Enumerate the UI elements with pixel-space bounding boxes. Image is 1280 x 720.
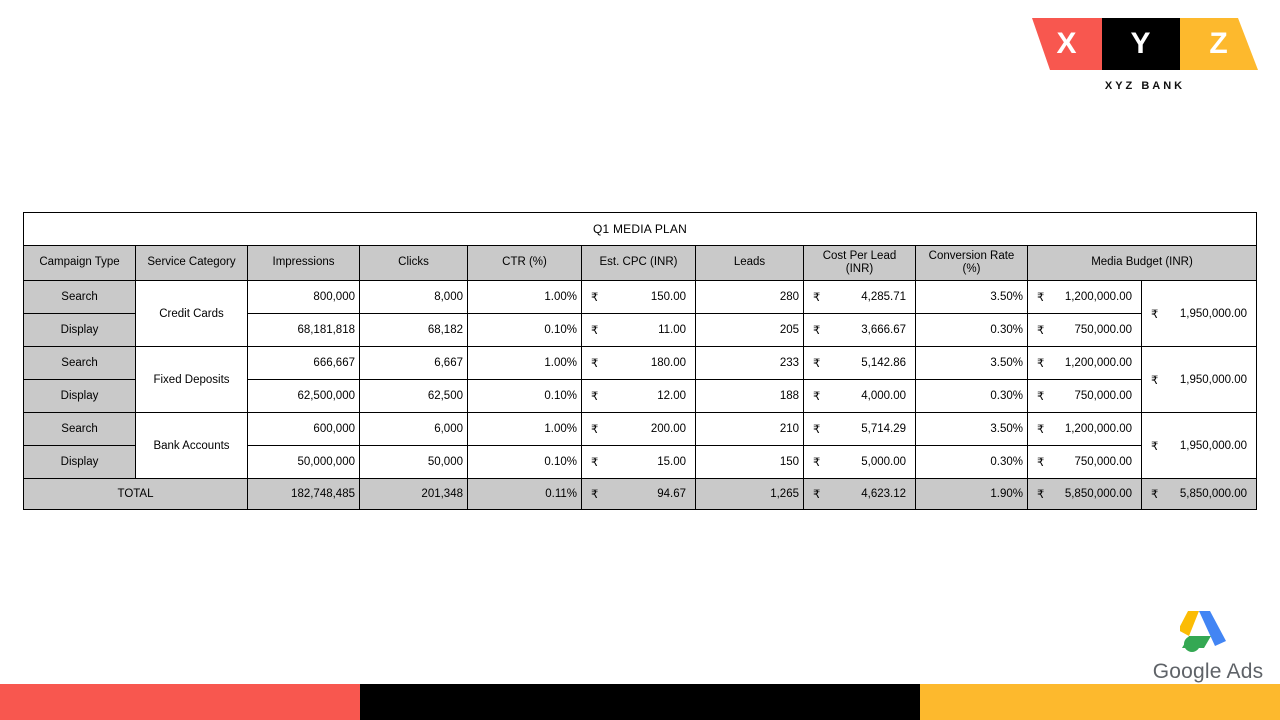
cell-clicks: 6,667 xyxy=(360,347,468,380)
header-leads: Leads xyxy=(696,246,804,281)
cell-leads: 280 xyxy=(696,281,804,314)
currency-symbol: ₹ xyxy=(813,325,821,337)
cell-total-conversion-rate: 1.90% xyxy=(916,479,1028,510)
cell-leads: 210 xyxy=(696,413,804,446)
cell-total-clicks: 201,348 xyxy=(360,479,468,510)
currency-symbol: ₹ xyxy=(1037,292,1045,304)
cell-clicks: 68,182 xyxy=(360,314,468,347)
cell-media-budget-value: 750,000.00 xyxy=(1074,390,1132,402)
cell-conversion-rate: 3.50% xyxy=(916,413,1028,446)
cell-grand-total-value: 5,850,000.00 xyxy=(1179,488,1248,500)
cell-group-budget xyxy=(1142,413,1257,479)
cell-conversion-rate: 0.30% xyxy=(916,314,1028,347)
currency-symbol: ₹ xyxy=(1151,489,1159,501)
cell-total-cost-per-lead-value: 4,623.12 xyxy=(861,488,906,500)
cell-impressions: 666,667 xyxy=(248,347,360,380)
cell-media-budget-value: 1,200,000.00 xyxy=(1064,423,1132,435)
cell-cost-per-lead xyxy=(804,347,916,380)
cell-conversion-rate: 0.30% xyxy=(916,380,1028,413)
cell-campaign-type: Display xyxy=(24,380,136,413)
cell-cost-per-lead xyxy=(804,380,916,413)
cell-impressions: 68,181,818 xyxy=(248,314,360,347)
header-est-cpc: Est. CPC (INR) xyxy=(582,246,696,281)
currency-symbol: ₹ xyxy=(1037,489,1045,501)
cell-total-leads: 1,265 xyxy=(696,479,804,510)
cell-service-category: Bank Accounts xyxy=(136,413,248,479)
cell-est-cpc xyxy=(582,413,696,446)
currency-symbol: ₹ xyxy=(591,457,599,469)
cell-cost-per-lead xyxy=(804,281,916,314)
table-total-row xyxy=(24,479,1257,510)
cell-campaign-type: Search xyxy=(24,281,136,314)
brand-caption: XYZ BANK xyxy=(1104,80,1186,92)
cell-total-est-cpc xyxy=(582,479,696,510)
cell-ctr: 1.00% xyxy=(468,281,582,314)
currency-symbol: ₹ xyxy=(813,489,821,501)
cell-est-cpc xyxy=(582,347,696,380)
cell-impressions: 800,000 xyxy=(248,281,360,314)
cell-clicks: 50,000 xyxy=(360,446,468,479)
cell-ctr: 1.00% xyxy=(468,347,582,380)
table-row xyxy=(24,413,1257,446)
currency-symbol: ₹ xyxy=(1151,440,1159,453)
google-ads-icon xyxy=(1180,608,1236,654)
currency-symbol: ₹ xyxy=(813,391,821,403)
currency-symbol: ₹ xyxy=(591,424,599,436)
cell-cost-per-lead xyxy=(804,413,916,446)
media-plan-table-container xyxy=(23,212,1256,510)
cell-service-category: Fixed Deposits xyxy=(136,347,248,413)
cell-media-budget xyxy=(1028,281,1142,314)
cell-total-cost-per-lead xyxy=(804,479,916,510)
cell-media-budget-value: 750,000.00 xyxy=(1074,456,1132,468)
currency-symbol: ₹ xyxy=(813,457,821,469)
cell-cost-per-lead-value: 5,000.00 xyxy=(861,456,906,468)
cell-est-cpc-value: 180.00 xyxy=(650,357,686,369)
currency-symbol: ₹ xyxy=(813,358,821,370)
header-ctr: CTR (%) xyxy=(468,246,582,281)
cell-media-budget-value: 750,000.00 xyxy=(1074,324,1132,336)
logo-letter-z: Z xyxy=(1180,18,1258,70)
cell-total-media-budget xyxy=(1028,479,1142,510)
google-ads-label: Google Ads xyxy=(1152,660,1264,683)
currency-symbol: ₹ xyxy=(1037,325,1045,337)
cell-campaign-type: Search xyxy=(24,347,136,380)
currency-symbol: ₹ xyxy=(1151,374,1159,387)
bottom-bar-red xyxy=(0,684,400,720)
cell-media-budget xyxy=(1028,347,1142,380)
google-ads-logo xyxy=(1148,608,1268,684)
cell-group-budget xyxy=(1142,281,1257,347)
cell-campaign-type: Display xyxy=(24,314,136,347)
currency-symbol: ₹ xyxy=(591,489,599,501)
cell-grand-total xyxy=(1142,479,1257,510)
cell-total-impressions: 182,748,485 xyxy=(248,479,360,510)
logo-letter-x: X xyxy=(1032,18,1102,70)
cell-media-budget-value: 1,200,000.00 xyxy=(1064,291,1132,303)
cell-est-cpc xyxy=(582,281,696,314)
cell-media-budget xyxy=(1028,314,1142,347)
cell-campaign-type: Search xyxy=(24,413,136,446)
cell-est-cpc xyxy=(582,314,696,347)
cell-ctr: 0.10% xyxy=(468,446,582,479)
table-title-row xyxy=(24,213,1257,246)
cell-cost-per-lead-value: 5,142.86 xyxy=(861,357,906,369)
cell-est-cpc-value: 200.00 xyxy=(650,423,686,435)
header-campaign-type: Campaign Type xyxy=(24,246,136,281)
cell-leads: 233 xyxy=(696,347,804,380)
cell-est-cpc xyxy=(582,446,696,479)
cell-ctr: 0.10% xyxy=(468,314,582,347)
cell-impressions: 50,000,000 xyxy=(248,446,360,479)
logo-bar xyxy=(1032,18,1258,70)
header-impressions: Impressions xyxy=(248,246,360,281)
header-cost-per-lead: Cost Per Lead (INR) xyxy=(804,246,916,281)
cell-conversion-rate: 3.50% xyxy=(916,281,1028,314)
cell-campaign-type: Display xyxy=(24,446,136,479)
bottom-bar-black xyxy=(360,684,950,720)
currency-symbol: ₹ xyxy=(591,391,599,403)
media-plan-table xyxy=(23,212,1257,510)
cell-cost-per-lead-value: 4,285.71 xyxy=(861,291,906,303)
header-conversion-rate: Conversion Rate (%) xyxy=(916,246,1028,281)
cell-group-budget-value: 1,950,000.00 xyxy=(1179,307,1248,320)
currency-symbol: ₹ xyxy=(591,325,599,337)
cell-total-label: TOTAL xyxy=(24,479,248,510)
currency-symbol: ₹ xyxy=(591,292,599,304)
currency-symbol: ₹ xyxy=(813,292,821,304)
cell-media-budget xyxy=(1028,446,1142,479)
cell-cost-per-lead-value: 3,666.67 xyxy=(861,324,906,336)
brand-logo xyxy=(1032,18,1262,98)
table-header-row xyxy=(24,246,1257,281)
currency-symbol: ₹ xyxy=(1037,391,1045,403)
header-media-budget: Media Budget (INR) xyxy=(1028,246,1257,281)
cell-group-budget xyxy=(1142,347,1257,413)
cell-media-budget-value: 1,200,000.00 xyxy=(1064,357,1132,369)
cell-ctr: 1.00% xyxy=(468,413,582,446)
cell-est-cpc xyxy=(582,380,696,413)
cell-ctr: 0.10% xyxy=(468,380,582,413)
table-row xyxy=(24,347,1257,380)
header-clicks: Clicks xyxy=(360,246,468,281)
table-title: Q1 MEDIA PLAN xyxy=(24,213,1257,246)
cell-impressions: 62,500,000 xyxy=(248,380,360,413)
currency-symbol: ₹ xyxy=(1037,457,1045,469)
logo-letter-y: Y xyxy=(1102,18,1180,70)
cell-impressions: 600,000 xyxy=(248,413,360,446)
cell-cost-per-lead-value: 4,000.00 xyxy=(861,390,906,402)
cell-media-budget xyxy=(1028,413,1142,446)
cell-group-budget-value: 1,950,000.00 xyxy=(1179,373,1248,386)
cell-conversion-rate: 0.30% xyxy=(916,446,1028,479)
currency-symbol: ₹ xyxy=(1037,424,1045,436)
currency-symbol: ₹ xyxy=(591,358,599,370)
cell-group-budget-value: 1,950,000.00 xyxy=(1179,439,1248,452)
cell-total-media-budget-value: 5,850,000.00 xyxy=(1064,488,1132,500)
bottom-decorative-bar xyxy=(0,684,1280,720)
cell-leads: 150 xyxy=(696,446,804,479)
cell-media-budget xyxy=(1028,380,1142,413)
cell-est-cpc-value: 150.00 xyxy=(650,291,686,303)
cell-total-est-cpc-value: 94.67 xyxy=(657,488,686,500)
bottom-bar-yellow xyxy=(920,684,1280,720)
cell-clicks: 6,000 xyxy=(360,413,468,446)
cell-clicks: 8,000 xyxy=(360,281,468,314)
cell-est-cpc-value: 11.00 xyxy=(658,324,686,336)
currency-symbol: ₹ xyxy=(1151,308,1159,321)
cell-cost-per-lead-value: 5,714.29 xyxy=(861,423,906,435)
cell-clicks: 62,500 xyxy=(360,380,468,413)
cell-conversion-rate: 3.50% xyxy=(916,347,1028,380)
cell-leads: 188 xyxy=(696,380,804,413)
cell-est-cpc-value: 15.00 xyxy=(657,456,686,468)
header-service-category: Service Category xyxy=(136,246,248,281)
table-row xyxy=(24,281,1257,314)
cell-total-ctr: 0.11% xyxy=(468,479,582,510)
cell-est-cpc-value: 12.00 xyxy=(657,390,686,402)
cell-cost-per-lead xyxy=(804,446,916,479)
cell-service-category: Credit Cards xyxy=(136,281,248,347)
cell-leads: 205 xyxy=(696,314,804,347)
currency-symbol: ₹ xyxy=(813,424,821,436)
cell-cost-per-lead xyxy=(804,314,916,347)
currency-symbol: ₹ xyxy=(1037,358,1045,370)
